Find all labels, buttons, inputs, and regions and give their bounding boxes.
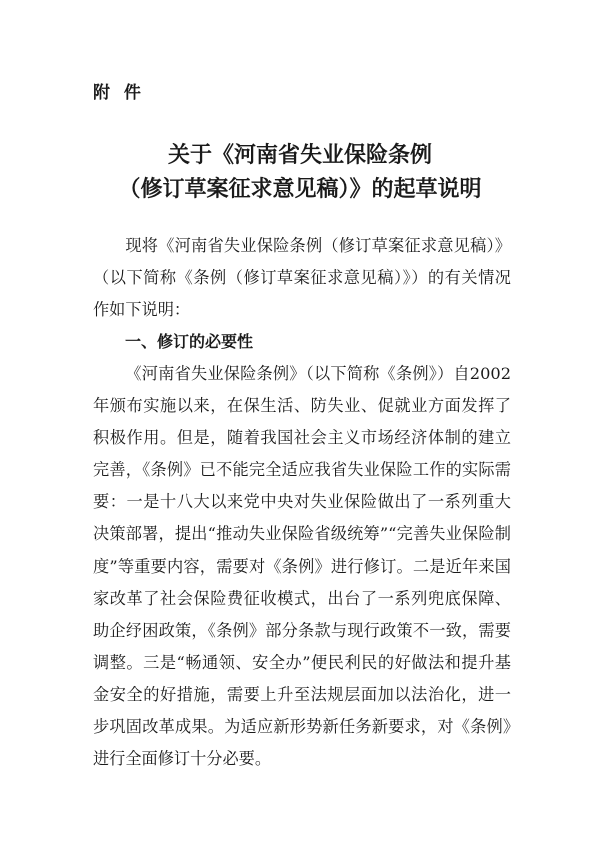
section-heading-necessity: 一、修订的必要性 bbox=[125, 332, 254, 351]
section-body-paragraph: 《河南省失业保险条例》（以下简称《条例》）自2002年颁布实施以来，在保生活、防失业、促就业方面发挥了积极作用。但是，随着我国社会主义市场经济体制的建立完善，《条例》已不能完全适应我省失业保险工作的实际需要：一是十八大以来党中央对失业保险做出了一系列重大决策部署，提出“推动失业保险省级统筹”“完善失业保险制度”等重要内容，需要对《条例》进行修订。二是近年来国家改革了社会保险费征收模式，出台了一系列兜底保障、助企纾困政策，《条例》部分条款与现行政策不一致，需要调整。三是“畅通领、安全办”便民利民的好做法和提升基金安全的好措施，需要上升至法规层面加以法治化，进一步巩固改革成果。为适应新形势新任务新要求，对《条例》进行全面修订十分必要。 bbox=[93, 364, 511, 769]
intro-paragraph: 现将《河南省失业保险条例（修订草案征求意见稿）》（以下简称《条例（修订草案征求意见稿）》）的有关情况作如下说明： bbox=[93, 236, 511, 320]
attachment-label: 附 件 bbox=[93, 83, 145, 103]
document-title-line-2: （修订草案征求意见稿）》的起草说明 bbox=[118, 176, 482, 202]
document-title-line-1: 关于《河南省失业保险条例 bbox=[167, 142, 432, 168]
